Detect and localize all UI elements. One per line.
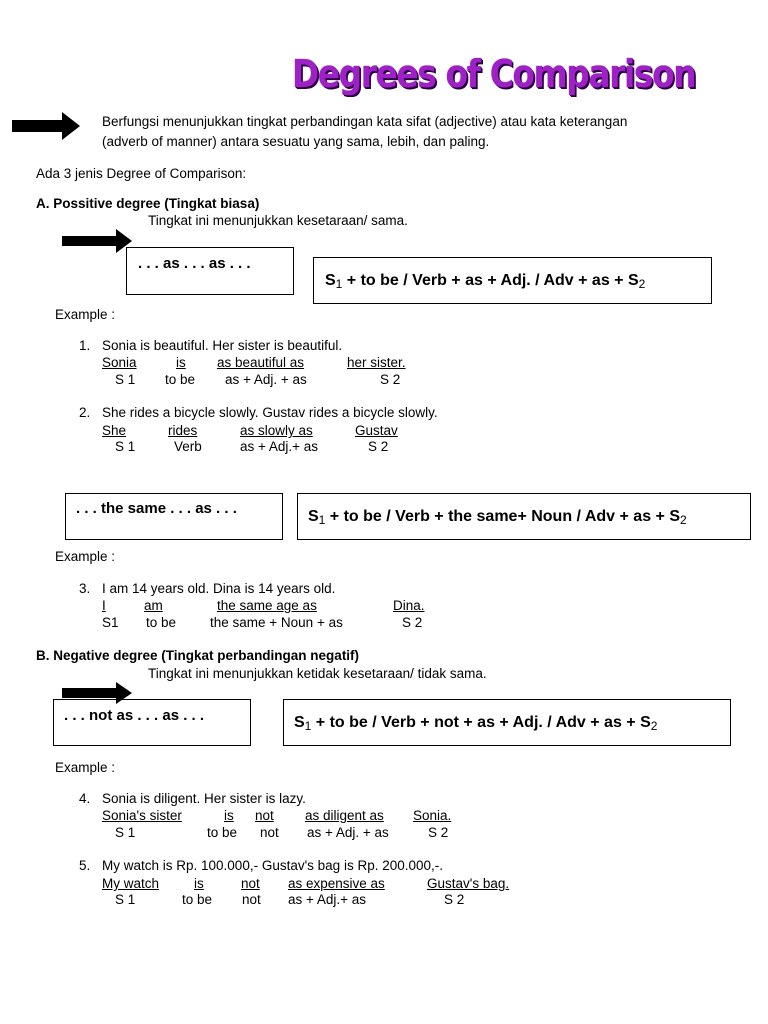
example-label: Example : <box>55 549 116 564</box>
example-label-tobe: to be <box>165 372 196 387</box>
formula-body: + to be / Verb + as + Adj. / Adv + as + S <box>342 272 639 289</box>
example-number: 3. <box>79 581 91 596</box>
example-number: 1. <box>79 338 91 353</box>
formula-box-as-as <box>313 257 712 304</box>
arrow-right-icon <box>62 229 134 255</box>
formula-box-not-as <box>283 699 731 746</box>
example-label-s2: S 2 <box>402 615 423 630</box>
intro-line-1: Berfungsi menunjukkan tingkat perbandingan kata sifat (adjective) atau kata keterangan <box>102 114 628 129</box>
example-label-s1: S 1 <box>115 372 136 387</box>
formula-sub-1: 1 <box>335 277 343 291</box>
example-part-negation: not <box>255 808 274 823</box>
formula-sub-2: 2 <box>650 719 658 733</box>
example-part-object: Dina. <box>393 598 425 613</box>
example-label-formula: as + Adj.+ as <box>288 892 367 907</box>
example-label-s1: S 1 <box>115 439 136 454</box>
example-part-subject: She <box>102 423 127 438</box>
intro-line-2: (adverb of manner) antara sesuatu yang sama, lebih, dan paling. <box>102 134 490 149</box>
example-label-s1: S1 <box>102 615 119 630</box>
example-label-s2: S 2 <box>428 825 449 840</box>
example-label-verb: Verb <box>174 439 202 454</box>
example-number: 2. <box>79 405 91 420</box>
example-label-formula: the same + Noun + as <box>210 615 343 630</box>
pattern-text: . . . not as . . . as . . . <box>64 707 205 724</box>
section-a-heading: A. Possitive degree (Tingkat biasa) <box>36 196 260 211</box>
example-part-comparison: the same age as <box>217 598 317 613</box>
types-count-text: Ada 3 jenis Degree of Comparison: <box>36 166 247 181</box>
example-part-verb: is <box>224 808 234 823</box>
example-part-object: Gustav <box>355 423 398 438</box>
example-label-tobe: to be <box>182 892 213 907</box>
example-label-s2: S 2 <box>444 892 465 907</box>
example-label: Example : <box>55 307 116 322</box>
formula-s: S <box>325 272 336 289</box>
example-part-verb: is <box>176 355 186 370</box>
example-label-s1: S 1 <box>115 892 136 907</box>
formula-s: S <box>294 714 305 731</box>
example-part-object: Sonia. <box>413 808 452 823</box>
example-part-negation: not <box>241 876 260 891</box>
example-label-s2: S 2 <box>380 372 401 387</box>
pattern-text: . . . as . . . as . . . <box>138 255 251 272</box>
example-part-object: her sister. <box>347 355 406 370</box>
example-sentence: Sonia is diligent. Her sister is lazy. <box>102 791 306 806</box>
example-sentence: I am 14 years old. Dina is 14 years old. <box>102 581 336 596</box>
example-part-subject: Sonia's sister <box>102 808 182 823</box>
formula-s: S <box>308 508 319 525</box>
example-number: 4. <box>79 791 91 806</box>
example-label-tobe: to be <box>207 825 238 840</box>
formula-box-same-as <box>297 493 751 540</box>
example-label-not: not <box>242 892 261 907</box>
example-label-s2: S 2 <box>368 439 389 454</box>
example-part-verb: am <box>144 598 163 613</box>
example-part-subject: I <box>102 598 106 613</box>
formula-sub-1: 1 <box>304 719 312 733</box>
formula-sub-2: 2 <box>680 513 687 527</box>
pattern-box-same-as <box>65 493 283 540</box>
example-label-formula: as + Adj. + as <box>225 372 307 387</box>
example-part-verb: is <box>194 876 204 891</box>
pattern-box-as-as <box>126 247 294 295</box>
example-sentence: She rides a bicycle slowly. Gustav rides a bicycle slowly. <box>102 405 438 420</box>
formula-sub-2: 2 <box>638 277 646 291</box>
formula-body: + to be / Verb + the same+ Noun / Adv + as + S <box>325 508 681 525</box>
example-part-comparison: as beautiful as <box>217 355 305 370</box>
example-label-formula: as + Adj. + as <box>307 825 389 840</box>
section-b-description: Tingkat ini menunjukkan ketidak kesetaraan/ tidak sama. <box>148 666 487 681</box>
example-number: 5. <box>79 858 91 873</box>
example-label-tobe: to be <box>146 615 177 630</box>
pattern-box-not-as <box>53 699 251 746</box>
example-sentence: My watch is Rp. 100.000,- Gustav's bag is Rp. 200.000,-. <box>102 858 443 873</box>
formula-body: + to be / Verb + not + as + Adj. / Adv + as + S <box>311 714 651 731</box>
section-b-heading: B. Negative degree (Tingkat perbandingan negatif) <box>36 648 360 663</box>
example-part-comparison: as diligent as <box>305 808 384 823</box>
example-label: Example : <box>55 760 116 775</box>
example-label-formula: as + Adj.+ as <box>240 439 319 454</box>
example-part-subject: Sonia <box>102 355 137 370</box>
page-title: Degrees of Comparison <box>292 52 696 96</box>
example-part-comparison: as slowly as <box>240 423 313 438</box>
example-sentence: Sonia is beautiful. Her sister is beautiful. <box>102 338 343 353</box>
example-part-verb: rides <box>168 423 198 438</box>
example-label-not: not <box>260 825 279 840</box>
section-a-description: Tingkat ini menunjukkan kesetaraan/ sama. <box>148 213 408 228</box>
formula-sub-1: 1 <box>318 513 326 527</box>
example-part-object: Gustav's bag. <box>427 876 510 891</box>
pattern-text: . . . the same . . . as . . . <box>76 500 237 517</box>
example-label-s1: S 1 <box>115 825 136 840</box>
arrow-right-icon <box>12 110 82 142</box>
example-part-comparison: as expensive as <box>288 876 385 891</box>
example-part-subject: My watch <box>102 876 160 891</box>
